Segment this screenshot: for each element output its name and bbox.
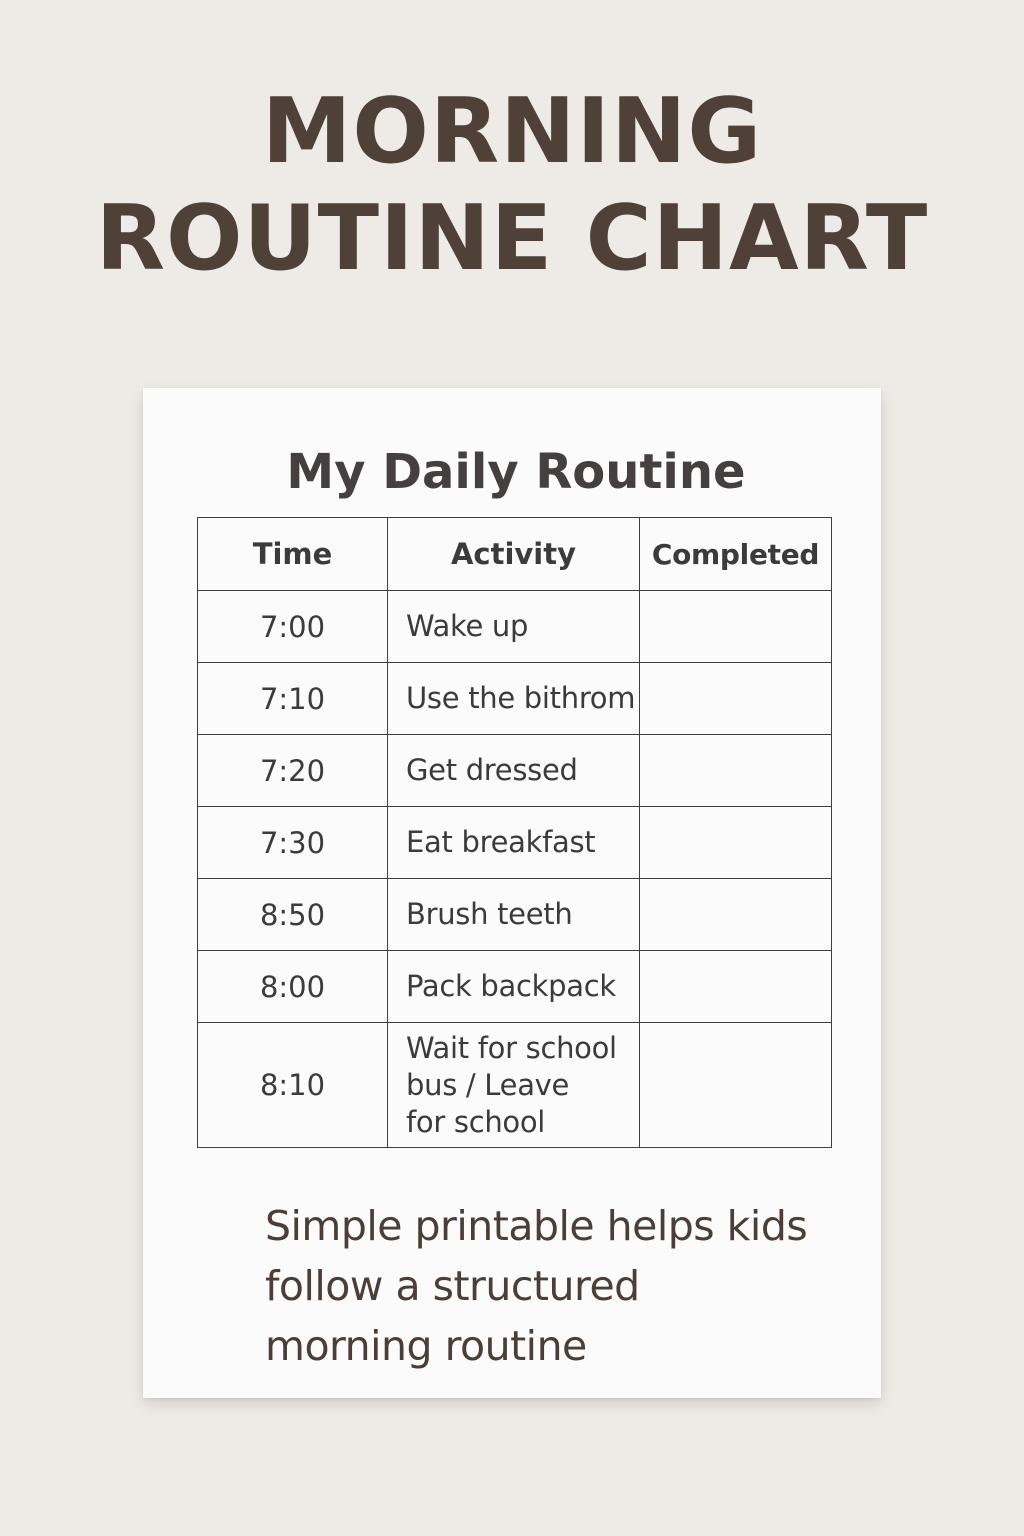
table-row xyxy=(198,735,832,807)
column-header-time: Time xyxy=(198,518,388,591)
activity-cell: Get dressed xyxy=(388,735,640,807)
completed-cell[interactable] xyxy=(640,1023,832,1148)
activity-cell xyxy=(388,1023,640,1148)
time-cell: 8:10 xyxy=(198,1023,388,1148)
time-cell: 7:20 xyxy=(198,735,388,807)
completed-cell[interactable] xyxy=(640,951,832,1023)
activity-cell: Pack backpack xyxy=(388,951,640,1023)
caption-line: follow a structured xyxy=(265,1262,640,1310)
time-cell: 8:00 xyxy=(198,951,388,1023)
activity-line: Wait for school xyxy=(406,1030,617,1065)
activity-cell: Eat breakfast xyxy=(388,807,640,879)
table-row xyxy=(198,807,832,879)
page-title-line-2: ROUTINE CHART xyxy=(95,186,929,291)
table-row xyxy=(198,1023,832,1148)
time-cell: 8:50 xyxy=(198,879,388,951)
table-row xyxy=(198,879,832,951)
caption-line: Simple printable helps kids xyxy=(265,1202,808,1250)
completed-cell[interactable] xyxy=(640,807,832,879)
table-row xyxy=(198,951,832,1023)
table-row xyxy=(198,591,832,663)
completed-cell[interactable] xyxy=(640,591,832,663)
activity-cell: Wake up xyxy=(388,591,640,663)
activity-cell: Use the bithrom xyxy=(388,663,640,735)
completed-cell[interactable] xyxy=(640,663,832,735)
completed-cell[interactable] xyxy=(640,735,832,807)
card-caption xyxy=(265,1196,865,1376)
caption-line: morning routine xyxy=(265,1322,587,1370)
time-cell: 7:30 xyxy=(198,807,388,879)
routine-table xyxy=(197,517,832,1148)
table-row xyxy=(198,663,832,735)
card-title: My Daily Routine xyxy=(286,444,746,500)
table-header-row xyxy=(198,518,832,591)
page-title-line-1: MORNING xyxy=(261,79,763,184)
completed-cell[interactable] xyxy=(640,879,832,951)
time-cell: 7:00 xyxy=(198,591,388,663)
column-header-activity: Activity xyxy=(388,518,640,591)
activity-line: for school xyxy=(406,1104,546,1139)
column-header-completed: Completed xyxy=(640,518,832,591)
activity-cell: Brush teeth xyxy=(388,879,640,951)
page-title xyxy=(0,78,1024,292)
activity-line: bus / Leave xyxy=(406,1067,570,1102)
time-cell: 7:10 xyxy=(198,663,388,735)
